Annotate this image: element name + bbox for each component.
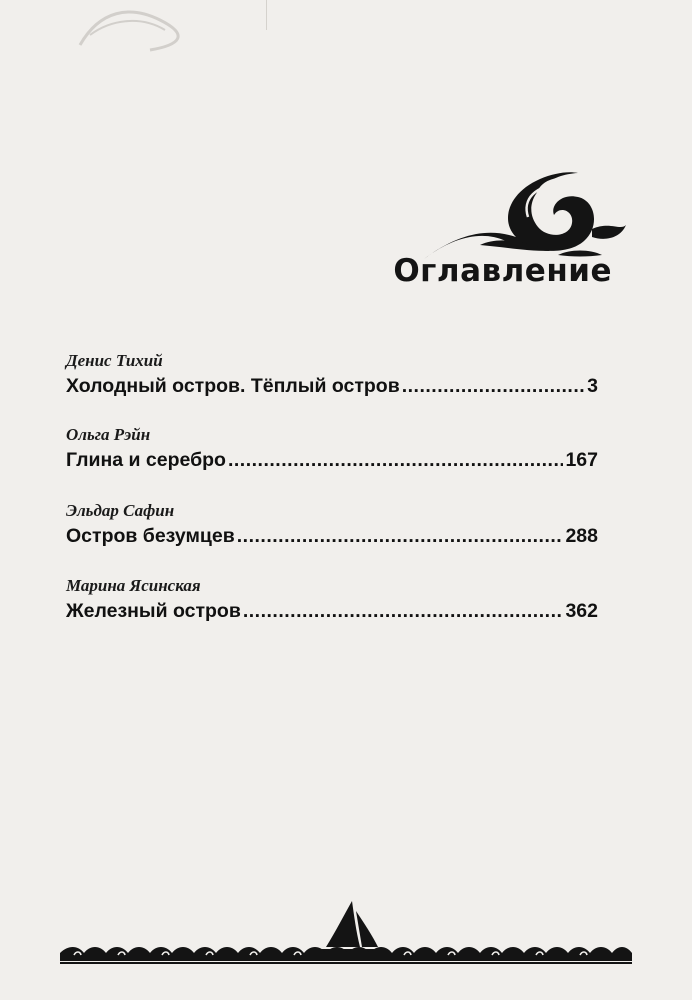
toc-leader-dots bbox=[243, 597, 564, 625]
toc-entry[interactable] bbox=[66, 424, 598, 474]
toc-entry-line[interactable] bbox=[66, 446, 598, 474]
sailboat-waves-icon bbox=[60, 895, 632, 975]
toc-entry-line[interactable] bbox=[66, 597, 598, 625]
toc-entry-title: Железный остров bbox=[66, 600, 241, 622]
toc-entry-author: Денис Тихий bbox=[66, 351, 163, 370]
toc-entry-page: 362 bbox=[565, 600, 598, 622]
toc-entry-page: 288 bbox=[565, 525, 598, 547]
toc-entry-author: Марина Ясинская bbox=[66, 576, 201, 595]
toc-entry-line[interactable] bbox=[66, 372, 598, 400]
toc-entry-title: Остров безумцев bbox=[66, 525, 235, 547]
toc-heading: Оглавление bbox=[393, 253, 612, 289]
toc-entry[interactable] bbox=[66, 350, 598, 400]
toc-leader-dots bbox=[402, 372, 585, 400]
toc-entry-page: 167 bbox=[565, 449, 598, 471]
toc-entry[interactable] bbox=[66, 575, 598, 625]
bleed-through-rule bbox=[266, 0, 267, 30]
toc-leader-dots bbox=[237, 522, 564, 550]
toc-leader-dots bbox=[228, 446, 563, 474]
toc-entry-page: 3 bbox=[587, 375, 598, 397]
toc-entry[interactable] bbox=[66, 500, 598, 550]
toc-entry-author: Эльдар Сафин bbox=[66, 501, 175, 520]
toc-entry-line[interactable] bbox=[66, 522, 598, 550]
bleed-through-ornament-icon bbox=[70, 0, 190, 55]
toc-entry-title: Холодный остров. Тёплый остров bbox=[66, 375, 400, 397]
wave-icon bbox=[420, 165, 630, 265]
toc-entry-title: Глина и серебро bbox=[66, 449, 226, 471]
toc-entry-author: Ольга Рэйн bbox=[66, 425, 151, 444]
